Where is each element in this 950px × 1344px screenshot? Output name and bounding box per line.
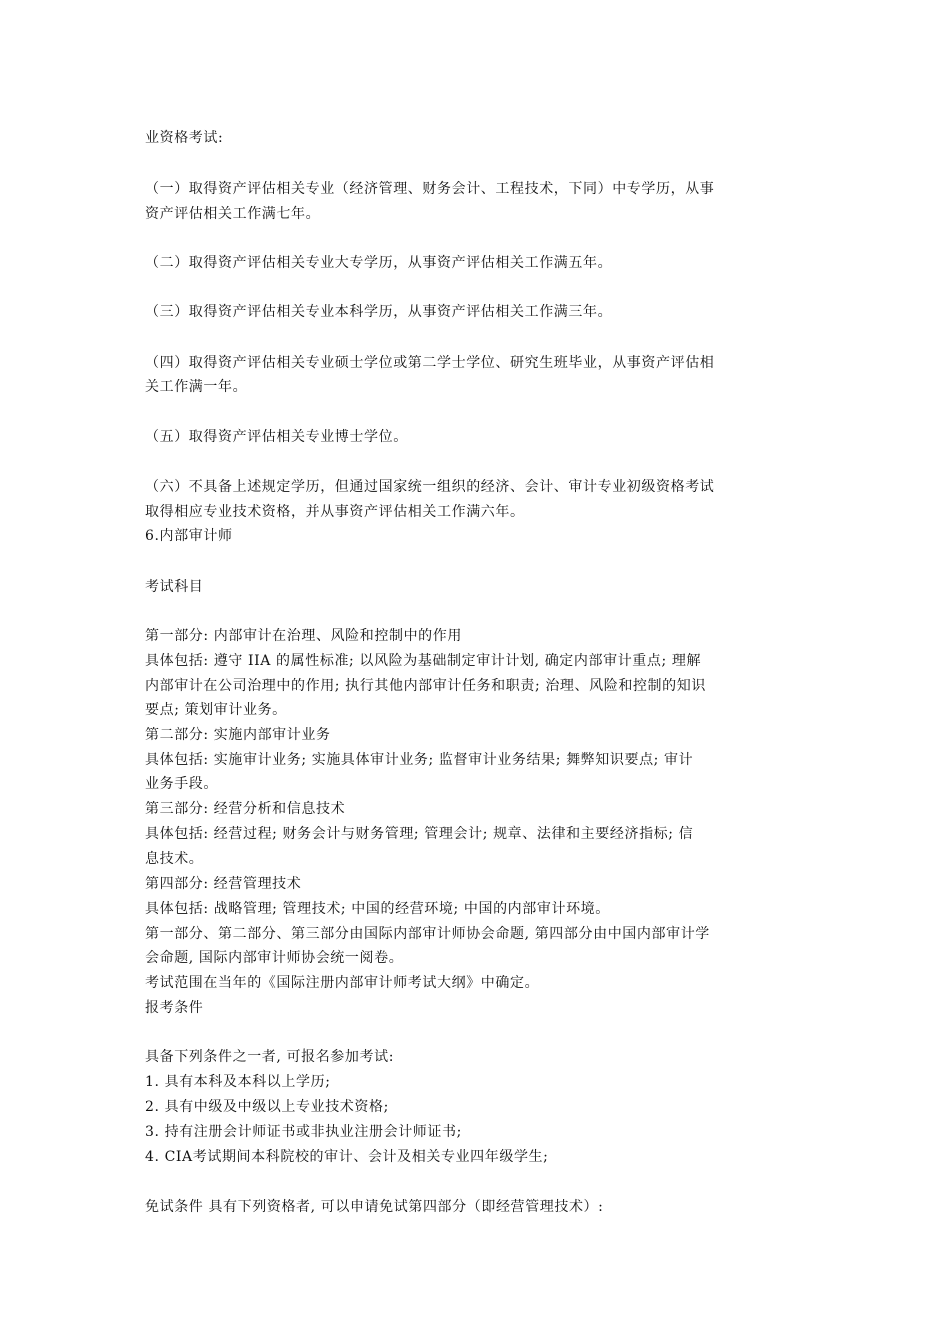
text-line: 业资格考试: [145, 130, 224, 146]
text-line: 第一部分: 内部审计在治理、风险和控制中的作用 [145, 628, 462, 644]
text-line: 具体包括: 经营过程; 财务会计与财务管理; 管理会计; 规章、法律和主要经济指标; 信 [145, 826, 694, 842]
text-line: 关工作满一年。 [145, 379, 248, 395]
text-line: 具备下列条件之一者, 可报名参加考试: [145, 1049, 395, 1065]
text-line: （五）取得资产评估相关专业博士学位。 [145, 429, 408, 445]
text-line: （四）取得资产评估相关专业硕士学位或第二学士学位、研究生班毕业，从事资产评估相 [145, 355, 715, 371]
text-line: 具体包括: 战略管理; 管理技术; 中国的经营环境; 中国的内部审计环境。 [145, 901, 610, 917]
list-item: 3. 持有注册会计师证书或非执业注册会计师证书; [145, 1124, 462, 1140]
text-line: 会命题, 国际内部审计师协会统一阅卷。 [145, 950, 404, 966]
text-line: 第二部分: 实施内部审计业务 [145, 727, 331, 743]
text-line: 第四部分: 经营管理技术 [145, 876, 302, 892]
subsection-heading: 考试科目 [145, 579, 204, 595]
list-item: 4. CIA考试期间本科院校的审计、会计及相关专业四年级学生; [145, 1149, 549, 1165]
text-line: 考试范围在当年的《国际注册内部审计师考试大纲》中确定。 [145, 975, 540, 991]
text-line: （六）不具备上述规定学历，但通过国家统一组织的经济、会计、审计专业初级资格考试 [145, 479, 715, 495]
text-line: 要点; 策划审计业务。 [145, 702, 287, 718]
text-line: 内部审计在公司治理中的作用; 执行其他内部审计任务和职责; 治理、风险和控制的知识 [145, 678, 706, 694]
text-line: （二）取得资产评估相关专业大专学历，从事资产评估相关工作满五年。 [145, 255, 613, 271]
text-line: （一）取得资产评估相关专业（经济管理、财务会计、工程技术，下同）中专学历，从事 [145, 181, 715, 197]
list-item: 1. 具有本科及本科以上学历; [145, 1074, 331, 1090]
text-line: （三）取得资产评估相关专业本科学历，从事资产评估相关工作满三年。 [145, 304, 613, 320]
text-line: 具体包括: 遵守 IIA 的属性标准; 以风险为基础制定审计计划, 确定内部审计重点; 理解 [145, 653, 702, 669]
text-line: 第一部分、第二部分、第三部分由国际内部审计师协会命题, 第四部分由中国内部审计学 [145, 926, 710, 942]
text-line: 具体包括: 实施审计业务; 实施具体审计业务; 监督审计业务结果; 舞弊知识要点; 审计 [145, 752, 694, 768]
text-line: 取得相应专业技术资格，并从事资产评估相关工作满六年。 [145, 504, 525, 520]
list-item: 2. 具有中级及中级以上专业技术资格; [145, 1099, 389, 1115]
text-line: 免试条件 具有下列资格者, 可以申请免试第四部分（即经营管理技术）: [145, 1199, 604, 1215]
section-heading: 6.内部审计师 [145, 528, 233, 544]
text-line: 息技术。 [145, 851, 204, 867]
text-line: 资产评估相关工作满七年。 [145, 206, 321, 222]
subsection-heading: 报考条件 [145, 1000, 204, 1016]
text-line: 业务手段。 [145, 776, 218, 792]
text-line: 第三部分: 经营分析和信息技术 [145, 801, 346, 817]
